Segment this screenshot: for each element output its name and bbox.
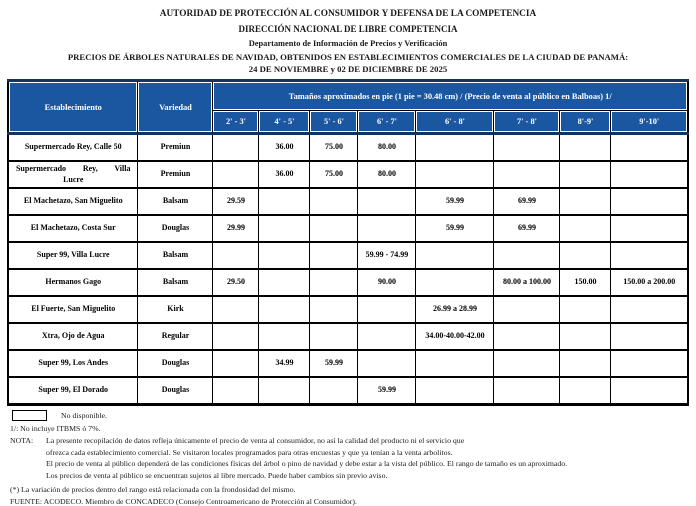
price-cell-empty: [213, 296, 259, 323]
nota-lines: [46, 436, 567, 482]
price-cell-empty: [358, 188, 416, 215]
legend-row: [12, 410, 696, 421]
price-cell-empty: [560, 296, 611, 323]
variedad-cell: Balsam: [138, 269, 213, 296]
price-cell: 59.99 - 74.99: [358, 242, 416, 269]
col-header-size-6-7: 6' - 7': [358, 111, 416, 134]
price-cell-empty: [259, 188, 310, 215]
col-header-size-9-10: 9'-10': [611, 111, 688, 134]
establecimiento-cell: El Fuerte, San Miguelito: [8, 296, 138, 323]
price-cell-empty: [213, 161, 259, 188]
price-cell-empty: [494, 161, 560, 188]
nota-line: Los precios de venta al público se encuentran sujetos al libre mercado. Puede haber cambios sin previo aviso.: [46, 470, 388, 480]
variedad-cell: Premiun: [138, 161, 213, 188]
col-header-establecimiento: Establecimiento: [8, 81, 138, 134]
variedad-cell: Regular: [138, 323, 213, 350]
price-cell-empty: [560, 350, 611, 377]
price-cell: 69.99: [494, 188, 560, 215]
nota-block: [10, 436, 696, 482]
establecimiento-cell: El Machetazo, San Miguelito: [8, 188, 138, 215]
price-cell-empty: [560, 215, 611, 242]
price-cell-empty: [259, 296, 310, 323]
price-cell: 90.00: [358, 269, 416, 296]
fuente-line: FUENTE: ACODECO. Miembro de CONCADECO (Consejo Centroamericano de Protección al Consumidor).: [10, 497, 357, 506]
asterisk-note: (*) La variación de precios dentro del rango está relacionada con la frondosidad del mismo.: [10, 485, 296, 494]
variedad-cell: Balsam: [138, 188, 213, 215]
price-cell: 80.00 a 100.00: [494, 269, 560, 296]
price-cell-empty: [259, 377, 310, 405]
price-cell-empty: [259, 242, 310, 269]
price-cell-empty: [494, 242, 560, 269]
price-cell-empty: [259, 269, 310, 296]
title-report: PRECIOS DE ÁRBOLES NATURALES DE NAVIDAD, OBTENIDOS EN ESTABLECIMIENTOS COMERCIALES DE LA CIUDAD DE PANAMÁ:: [67, 52, 629, 62]
table-row: [8, 134, 688, 162]
price-cell-empty: [494, 350, 560, 377]
col-header-size-2-3: 2' - 3': [213, 111, 259, 134]
price-cell-empty: [310, 242, 358, 269]
table-row: [8, 215, 688, 242]
price-cell-empty: [416, 377, 494, 405]
table-row: [8, 161, 688, 188]
nota-line: La presente recopilación de datos refleja únicamente el precio de venta al consumidor, no así la calidad del producto ni el servicio que: [46, 436, 465, 445]
price-cell-empty: [611, 188, 688, 215]
price-cell-empty: [358, 350, 416, 377]
variedad-cell: Douglas: [138, 377, 213, 405]
establecimiento-cell: Super 99, Villa Lucre: [8, 242, 138, 269]
document-footer: [10, 410, 696, 506]
document-header: [0, 0, 696, 74]
price-cell-empty: [611, 377, 688, 405]
price-cell-empty: [611, 134, 688, 162]
table-row: [8, 188, 688, 215]
price-cell-empty: [494, 296, 560, 323]
price-cell-empty: [213, 350, 259, 377]
price-cell: 29.50: [213, 269, 259, 296]
price-table: [7, 79, 689, 406]
table-row: [8, 242, 688, 269]
price-cell: 75.00: [310, 161, 358, 188]
price-cell-empty: [310, 215, 358, 242]
table-row: [8, 296, 688, 323]
price-cell-empty: [416, 161, 494, 188]
establecimiento-cell: Supermercado Rey, Calle 50: [8, 134, 138, 162]
title-dates: 24 DE NOVIEMBRE y 02 DE DICIEMBRE DE 2025: [248, 64, 448, 74]
price-cell: 59.99: [310, 350, 358, 377]
variedad-cell: Premiun: [138, 134, 213, 162]
establecimiento-cell: Xtra, Ojo de Agua: [8, 323, 138, 350]
price-cell-empty: [560, 323, 611, 350]
price-cell-empty: [611, 296, 688, 323]
price-cell: 150.00: [560, 269, 611, 296]
price-cell-empty: [611, 161, 688, 188]
price-cell-empty: [310, 296, 358, 323]
col-header-size-6-8: 6' - 8': [416, 111, 494, 134]
price-cell: 29.99: [213, 215, 259, 242]
price-cell: 59.99: [358, 377, 416, 405]
price-cell-empty: [611, 350, 688, 377]
table-header: [8, 81, 688, 134]
price-cell-empty: [259, 323, 310, 350]
price-cell-empty: [416, 134, 494, 162]
col-header-size-5-6: 5' - 6': [310, 111, 358, 134]
price-cell-empty: [560, 377, 611, 405]
price-cell: 34.00-40.00-42.00: [416, 323, 494, 350]
price-cell-empty: [310, 377, 358, 405]
price-cell-empty: [213, 377, 259, 405]
price-cell-empty: [358, 215, 416, 242]
price-cell-empty: [560, 161, 611, 188]
price-cell: 69.99: [494, 215, 560, 242]
price-cell-empty: [611, 242, 688, 269]
nota-label: NOTA:: [10, 436, 34, 445]
price-cell-empty: [213, 242, 259, 269]
price-cell-empty: [560, 188, 611, 215]
col-header-size-7-8: 7' - 8': [494, 111, 560, 134]
price-cell-empty: [611, 215, 688, 242]
price-cell-empty: [416, 269, 494, 296]
price-cell-empty: [560, 242, 611, 269]
table-row: [8, 269, 688, 296]
price-cell-empty: [358, 323, 416, 350]
empty-cell-legend-box: [12, 410, 47, 421]
price-cell: 29.59: [213, 188, 259, 215]
price-cell: 80.00: [358, 161, 416, 188]
establecimiento-cell: Super 99, El Dorado: [8, 377, 138, 405]
price-cell-empty: [416, 242, 494, 269]
col-header-size-4-5: 4' - 5': [259, 111, 310, 134]
price-cell-empty: [416, 350, 494, 377]
table-row: [8, 377, 688, 405]
nota-line: El precio de venta al público dependerá de las condiciones físicas del árbol o pino de navidad y debe estar a la vista del público. El rango de tamaño es un aproximado.: [46, 459, 568, 468]
table-row: [8, 350, 688, 377]
legend-label: No disponible.: [61, 411, 107, 420]
price-cell-empty: [494, 323, 560, 350]
variedad-cell: Balsam: [138, 242, 213, 269]
variedad-cell: Douglas: [138, 350, 213, 377]
col-header-variedad: Variedad: [138, 81, 213, 134]
col-header-sizes-span: Tamaños aproximados en pie (1 pie = 30.48 cm) / (Precio de venta al público en Balboas) 1/: [213, 81, 688, 111]
price-cell-empty: [494, 377, 560, 405]
price-cell-empty: [611, 323, 688, 350]
establecimiento-cell: Supermercado Rey, Villa Lucre: [8, 161, 138, 188]
price-cell-empty: [310, 188, 358, 215]
col-header-size-8-9: 8'-9': [560, 111, 611, 134]
price-cell-empty: [310, 323, 358, 350]
establecimiento-cell: El Machetazo, Costa Sur: [8, 215, 138, 242]
title-authority: AUTORIDAD DE PROTECCIÓN AL CONSUMIDOR Y DEFENSA DE LA COMPETENCIA: [159, 9, 537, 19]
price-cell-empty: [358, 296, 416, 323]
price-cell-empty: [560, 134, 611, 162]
itbms-note: 1/: No incluye ITBMS ó 7%.: [10, 424, 101, 433]
price-cell: 150.00 a 200.00: [611, 269, 688, 296]
price-cell: 80.00: [358, 134, 416, 162]
price-cell-empty: [310, 269, 358, 296]
price-cell: 59.99: [416, 188, 494, 215]
price-cell-empty: [494, 134, 560, 162]
title-department: Departamento de Información de Precios y Verificación: [248, 39, 448, 48]
nota-line: ofrezca cada establecimiento comercial. Se visitaron locales programados para otras encuestas y que ya tenían a la venta arbolitos.: [46, 447, 453, 457]
establecimiento-cell: Hermanos Gago: [8, 269, 138, 296]
price-cell-empty: [213, 134, 259, 162]
title-direction: DIRECCIÓN NACIONAL DE LIBRE COMPETENCIA: [238, 24, 458, 34]
variedad-cell: Douglas: [138, 215, 213, 242]
price-cell: 26.99 a 28.99: [416, 296, 494, 323]
price-cell-empty: [213, 323, 259, 350]
price-cell: 75.00: [310, 134, 358, 162]
variedad-cell: Kirk: [138, 296, 213, 323]
price-cell-empty: [259, 215, 310, 242]
price-cell: 59.99: [416, 215, 494, 242]
table-body: [8, 134, 688, 405]
establecimiento-cell: Super 99, Los Andes: [8, 350, 138, 377]
table-row: [8, 323, 688, 350]
price-cell: 36.00: [259, 134, 310, 162]
price-cell: 34.99: [259, 350, 310, 377]
price-cell: 36.00: [259, 161, 310, 188]
